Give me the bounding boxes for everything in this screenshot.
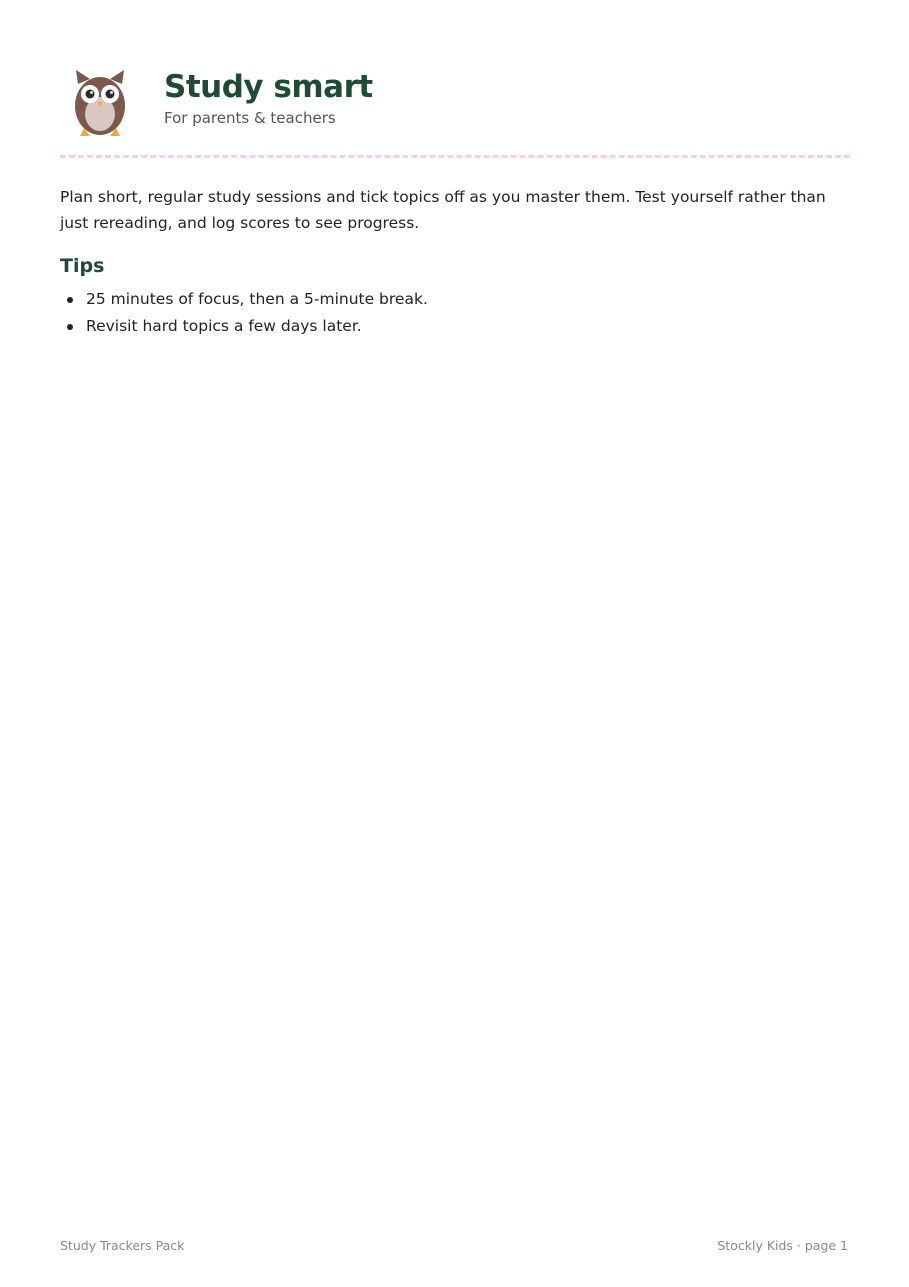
footer-left: Study Trackers Pack [60,1238,185,1253]
footer-right: Stockly Kids · page 1 [717,1238,848,1253]
page-header [60,66,850,142]
list-item [60,313,850,340]
page-title: Study smart [164,69,373,105]
bullet-icon [67,324,73,330]
tips-heading: Tips [60,255,105,277]
page-subtitle: For parents & teachers [164,109,336,127]
tip-text: 25 minutes of focus, then a 5-minute break. [86,290,428,308]
tips-list [60,286,850,340]
list-item [60,286,850,313]
tip-text: Revisit hard topics a few days later. [86,317,362,335]
bullet-icon [67,297,73,303]
header-divider [60,155,850,158]
intro-paragraph: Plan short, regular study sessions and tick topics off as you master them. Test yourself rather than just rereading, and log scores to see progress. [60,188,826,232]
owl-icon [72,70,128,138]
